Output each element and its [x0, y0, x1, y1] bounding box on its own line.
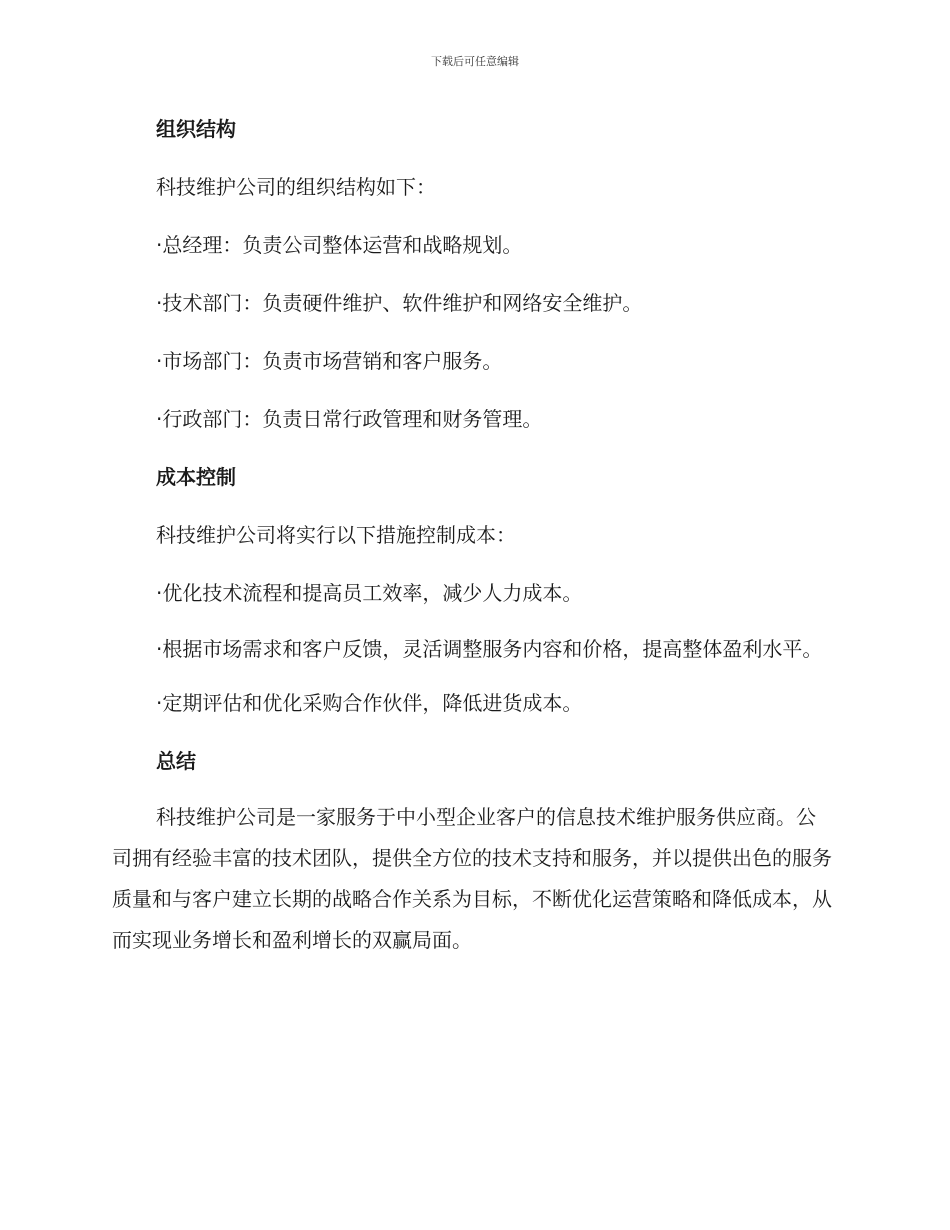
section-heading-cost-control: 成本控制 — [156, 465, 236, 489]
bullet-text: 根据市场需求和客户反馈，灵活调整服务内容和价格，提高整体盈利水平。 — [162, 637, 823, 661]
section-intro-organization: 科技维护公司的组织结构如下： — [156, 175, 436, 199]
section-heading-organization: 组织结构 — [156, 117, 236, 141]
bullet-text: 技术部门：负责硬件维护、软件维护和网络安全维护。 — [162, 291, 643, 315]
bullet-item — [112, 678, 832, 728]
bullet-item — [112, 568, 832, 618]
bullet-text: 市场部门：负责市场营销和客户服务。 — [162, 349, 503, 373]
section-heading-summary: 总结 — [156, 749, 196, 773]
bullet-item — [112, 626, 832, 670]
bullet-text: 定期评估和优化采购合作伙伴，降低进货成本。 — [162, 691, 583, 715]
bullet-item — [112, 394, 832, 444]
section-intro-cost-control: 科技维护公司将实行以下措施控制成本： — [156, 523, 516, 547]
bullet-symbol: · — [156, 291, 163, 315]
document-content — [112, 104, 832, 969]
bullet-item — [112, 220, 832, 270]
bullet-symbol: · — [156, 233, 163, 257]
bullet-text: 行政部门：负责日常行政管理和财务管理。 — [162, 407, 543, 431]
bullet-symbol: · — [156, 637, 163, 661]
summary-paragraph: 科技维护公司是一家服务于中小型企业客户的信息技术维护服务供应商。公司拥有经验丰富的技术团队，提供全方位的技术支持和服务，并以提供出色的服务质量和与客户建立长期的战略合作关系为目标，不断优化运营策略和降低成本，从而实现业务增长和盈利增长的双赢局面。 — [112, 805, 832, 952]
bullet-item — [112, 336, 832, 386]
header-note: 下载后可任意编辑 — [431, 55, 519, 68]
bullet-symbol: · — [156, 581, 163, 605]
bullet-symbol: · — [156, 691, 163, 715]
bullet-text: 优化技术流程和提高员工效率，减少人力成本。 — [162, 581, 583, 605]
bullet-symbol: · — [156, 349, 163, 373]
bullet-item — [112, 278, 832, 328]
bullet-symbol: · — [156, 407, 163, 431]
bullet-text: 总经理：负责公司整体运营和战略规划。 — [162, 233, 523, 257]
